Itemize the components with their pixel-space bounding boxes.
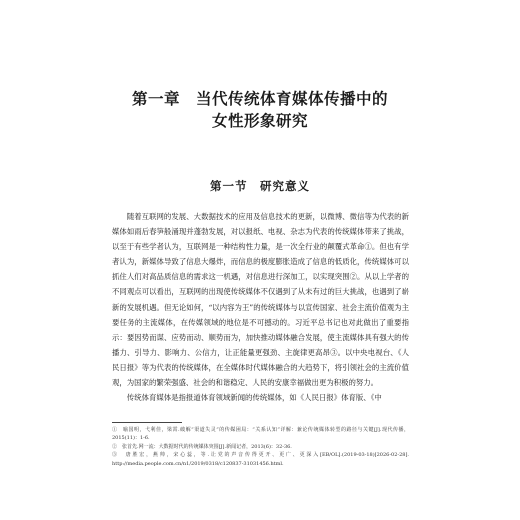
footnote-2: ② 张首先.网一流：大数据时代的传统媒体突围[J].新闻记者，2013(6)：32-36. [112, 443, 292, 450]
chapter-title-line-2: 女性形象研究 [211, 111, 308, 130]
footnote-1: ① 喻国明，弋利佳，梁霄.破解“渠道失灵”的传媒困局：“关系认知”详解：兼论传统媒体转型的路径与关键[J].现代传播，2015(11)：1-6. [112, 427, 409, 442]
chapter-title-line-1: 第一章 当代传统体育媒体传播中的 [131, 89, 388, 108]
section-title: 第一节 研究意义 [210, 179, 310, 193]
paragraph-1: 随着互联网的发展、大数据技术的应用及信息技术的更新，以微博、微信等为代表的新媒体如雨后春笋般涌现并蓬勃发展，对以报纸、电视、杂志为代表的传统媒体带来了挑战，以至于有些学者认为，互联网是一种结构性力量，是一次全行业的颠覆式革命①。但也有学者认为，新媒体导致了信息大爆炸，而信息的极度膨胀造成了信息的低质化，传统媒体可以抓住人们对高品质信息的需求这一机遇，对信息进行深加工，以实现突围②。从以上学者的不同观点可以看出，互联网的出现使传统媒体不仅遇到了从未有过的巨大挑战，也遇到了崭新的发展机遇。但无论如何，“以内容为王”的传统媒体与以宣传国家、社会主流价值观为主要任务的主流媒体，在传媒领域的地位是不可撼动的。习近平总书记也对此做出了重要指示：要因势而谋、应势而动、顺势而为，加快推动媒体融合发展，使主流媒体具有强大的传播力、引导力、影响力、公信力，让正能量更强劲、主旋律更高昂③。以中央电视台、《人民日报》等为代表的传统媒体，在全媒体时代媒体融合的大趋势下，将引领社会的主流价值观，为国家的繁荣强盛、社会的和谐稳定、人民的安康幸福做出更为积极的努力。 [112, 212, 409, 388]
footnote-3: ③ 唐胜宏，燕帅，宋心蕊，等.让党的声音传得更开、更广、更深入[EB/OL].(2019-03-18)[2026-02-28]. http://media.people.com.cn/n1/2019/0318/c120837-31031456.html. [112, 452, 409, 467]
footnotes [112, 426, 409, 468]
footnote-divider [112, 422, 182, 423]
chapter-title [0, 88, 520, 132]
body-text [112, 209, 409, 405]
paragraph-2: 传统体育媒体是指报道体育领域新闻的传统媒体，如《人民日报》体育版、《中 [126, 393, 382, 403]
